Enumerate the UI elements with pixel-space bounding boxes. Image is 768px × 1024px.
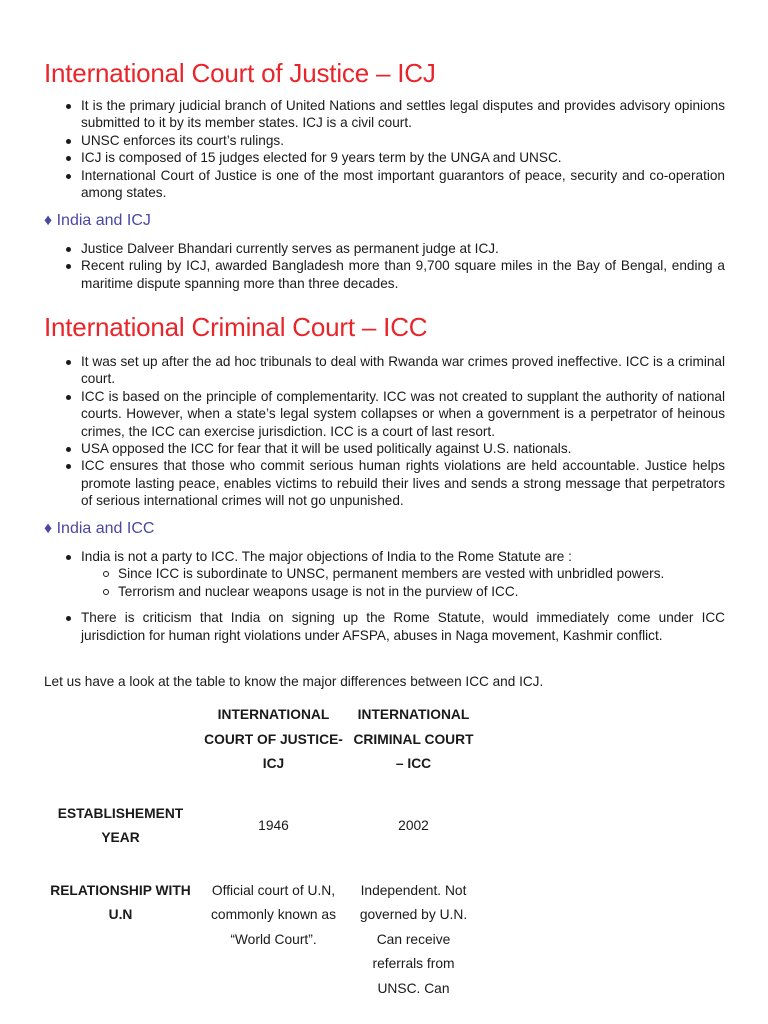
list-item: It was set up after the ad hoc tribunals to deal with Rwanda war crimes proved ineffective. ICC is a criminal court. (62, 353, 725, 388)
table-header-row (44, 703, 477, 802)
list-item: ICC ensures that those who commit serious human rights violations are held accountable. Justice helps promote lasting peace, enables victims to rebuild their lives and sends a strong message that perpetrators of serious international crimes will not go unpunished. (62, 457, 725, 509)
list-item: UNSC enforces its court’s rulings. (62, 132, 725, 149)
table-cell: Official court of U.N, commonly known as “World Court”. (211, 882, 336, 947)
list-item: ICJ is composed of 15 judges elected for 9 years term by the UNGA and UNSC. (62, 149, 725, 166)
list-item: There is criticism that India on signing up the Rome Statute, would immediately come under ICC jurisdiction for human right violations under AFSPA, abuses in Naga movement, Kashmir conflict. (62, 609, 725, 644)
icc-title: International Criminal Court – ICC (44, 312, 428, 342)
sub-list-item: Terrorism and nuclear weapons usage is not in the purview of ICC. (99, 583, 725, 600)
table-row (44, 879, 477, 1002)
list-item: USA opposed the ICC for fear that it will be used politically against U.S. nationals. (62, 440, 725, 457)
india-icj-heading: ♦ India and ICJ (44, 212, 151, 229)
list-item: Recent ruling by ICJ, awarded Bangladesh more than 9,700 square miles in the Bay of Bengal, ending a maritime dispute spanning more than three decades. (62, 257, 725, 292)
row-label: RELATIONSHIP WITH U.N (50, 882, 191, 922)
icj-title: International Court of Justice – ICJ (44, 58, 436, 88)
icj-bullet-list (62, 97, 725, 201)
row-label: ESTABLISHEMENT YEAR (57, 805, 184, 845)
list-item: It is the primary judicial branch of United Nations and settles legal disputes and provides advisory opinions submitted to it by its member states. ICJ is a civil court. (62, 97, 725, 132)
india-icc-heading: ♦ India and ICC (44, 520, 155, 537)
header-icc: INTERNATIONAL CRIMINAL COURT – ICC (353, 707, 474, 771)
india-icc-bullet-list (62, 548, 725, 644)
india-icj-bullet-list (62, 240, 725, 292)
list-item: Justice Dalveer Bhandari currently serves as permanent judge at ICJ. (62, 240, 725, 257)
table-row (44, 802, 477, 879)
table-corner-cell (44, 703, 197, 802)
list-item-text: India is not a party to ICC. The major objections of India to the Rome Statute are : (81, 549, 572, 564)
icc-bullet-list (62, 353, 725, 510)
sub-list-item: Since ICC is subordinate to UNSC, permanent members are vested with unbridled powers. (99, 565, 725, 582)
table-cell: 1946 (258, 817, 289, 833)
header-icj: INTERNATIONAL COURT OF JUSTICE- ICJ (204, 707, 343, 771)
comparison-table (44, 703, 477, 1001)
list-item: International Court of Justice is one of the most important guarantors of peace, security and co-operation among states. (62, 167, 725, 202)
list-item (62, 548, 725, 600)
table-cell: Independent. Not governed by U.N. Can receive referrals from UNSC. Can (359, 882, 468, 996)
table-cell: 2002 (398, 817, 429, 833)
sub-bullet-list (81, 565, 725, 600)
list-item: ICC is based on the principle of complementarity. ICC was not created to supplant the authority of national courts. However, when a state’s legal system collapses or when a government is a perpetrator of heinous crimes, the ICC can exercise jurisdiction. ICC is a court of last resort. (62, 388, 725, 440)
table-intro: Let us have a look at the table to know the major differences between ICC and ICJ. (44, 674, 544, 689)
